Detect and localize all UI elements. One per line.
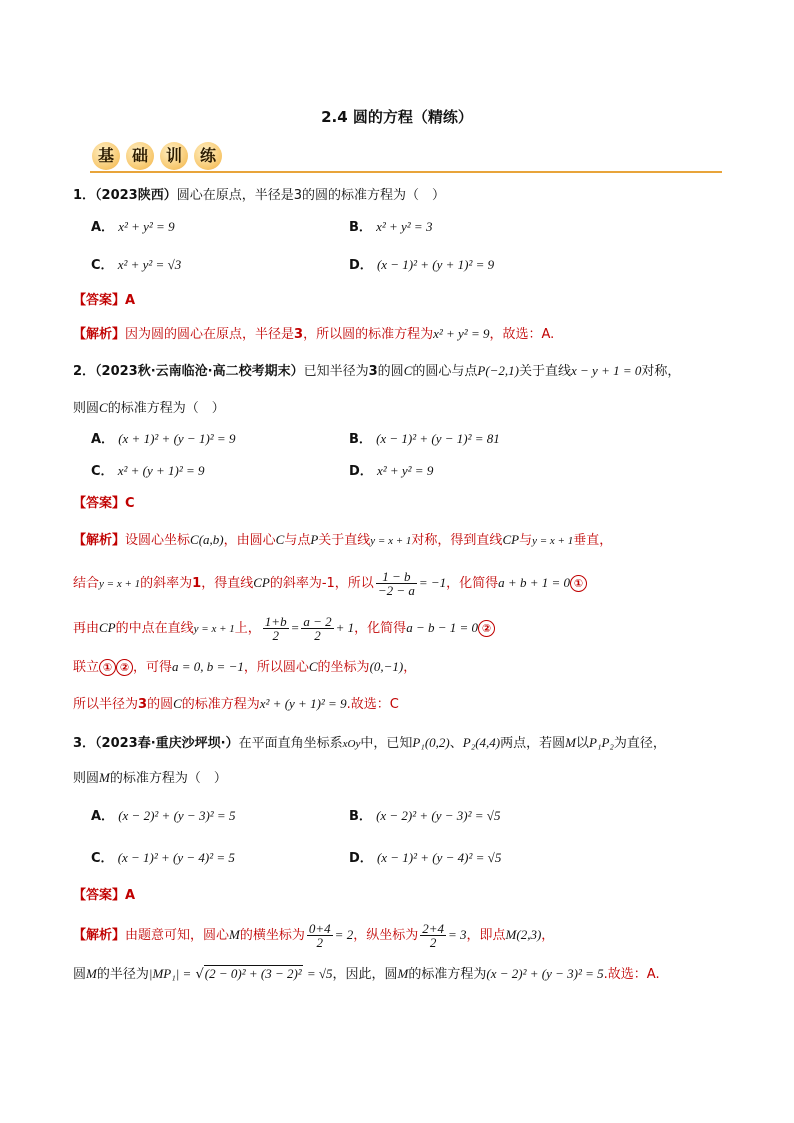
- option-label: A．: [91, 220, 115, 235]
- analysis-text: 的横坐标为: [239, 928, 305, 943]
- analysis-math: = 3: [448, 927, 467, 942]
- analysis-text: 设圆心坐标: [125, 533, 191, 548]
- circled-number: ①: [570, 575, 587, 592]
- question-math: C: [99, 400, 108, 415]
- option-label: C．: [91, 464, 114, 479]
- analysis-math: a − b − 1 = 0: [406, 620, 479, 635]
- question-math: M: [565, 735, 576, 750]
- analysis-text: ，所以圆的标准方程为: [303, 327, 434, 342]
- question-1-stem: [73, 186, 445, 206]
- fraction-denominator: 2: [272, 628, 279, 643]
- analysis-text: 由题意可知，圆心: [125, 928, 230, 943]
- option-math: (x − 1)² + (y − 1)² = 81: [376, 431, 500, 446]
- analysis-math: (x − 2)² + (y − 3)² = 5: [486, 966, 604, 981]
- circled-number: ②: [116, 659, 133, 676]
- analysis-bold: 1: [192, 576, 202, 591]
- analysis-math: =: [290, 620, 300, 635]
- circled-number: ②: [478, 620, 495, 637]
- analysis-math: + 1: [335, 620, 355, 635]
- option-label: C．: [91, 851, 114, 866]
- question-number: 2．: [73, 364, 96, 379]
- analysis-text: 圆: [73, 967, 87, 982]
- answer-tag: 【答案】: [73, 293, 126, 308]
- fraction-numerator: a − 2: [303, 614, 332, 629]
- analysis-text: 的标准方程为: [181, 697, 260, 712]
- analysis-math: x² + (y + 1)² = 9: [259, 696, 347, 711]
- q2-answer: [73, 494, 135, 514]
- q3-analysis-line-1: [73, 922, 554, 949]
- analysis-math: M: [229, 927, 240, 942]
- option-math: (x − 2)² + (y − 3)² = 5: [118, 808, 236, 823]
- analysis-tag: 【解析】: [73, 928, 126, 943]
- q1-analysis: [73, 324, 554, 345]
- analysis-text: 的斜率为: [140, 576, 193, 591]
- question-math: P₁(0,2): [412, 735, 450, 750]
- analysis-text: 因为圆的圆心在原点，半径是: [125, 327, 295, 342]
- analysis-bold: 3: [294, 327, 304, 342]
- option-math: (x − 1)² + (y − 4)² = 5: [117, 850, 235, 865]
- fraction: [376, 570, 417, 597]
- analysis-text: 与: [519, 533, 533, 548]
- fraction-numerator: 2+4: [422, 921, 444, 936]
- q1-option-b: [349, 217, 432, 238]
- analysis-text: 的斜率为-1，所以: [269, 576, 374, 591]
- analysis-text: ，因此，圆: [332, 967, 398, 982]
- analysis-text: 上，: [234, 621, 261, 636]
- analysis-math: C: [308, 659, 318, 674]
- question-text: 的圆: [377, 364, 404, 379]
- question-math: P₂(4,4): [462, 735, 501, 750]
- option-label: C．: [91, 258, 114, 273]
- analysis-text: ，故选：A.: [489, 327, 555, 342]
- q3-option-d: [349, 848, 501, 869]
- q1-option-a: [91, 217, 175, 238]
- analysis-text: 对称，得到直线: [411, 533, 503, 548]
- analysis-math: M(2,3): [505, 927, 542, 942]
- question-2-stem: [73, 361, 680, 382]
- analysis-math: |MP₁| =: [148, 966, 192, 981]
- analysis-math: CP: [253, 575, 270, 590]
- analysis-text: 的标准方程为: [408, 967, 487, 982]
- analysis-text: ，即点: [466, 928, 506, 943]
- fraction: [263, 615, 289, 642]
- q3-analysis-line-2: 圆M的半径为|MP₁| = √(2 − 0)² + (3 − 2)² = √5，因此，圆M的标准方程为(x − 2)² + (y − 3)² = 5.故选：A.: [73, 966, 660, 982]
- q1-option-c: [91, 255, 181, 276]
- fraction: [420, 922, 446, 949]
- analysis-text: 联立: [73, 660, 100, 675]
- q1-option-d: [349, 255, 494, 276]
- section-banner: [82, 141, 722, 173]
- question-text: 为直径，: [613, 736, 666, 751]
- question-bold: 3: [368, 364, 378, 379]
- analysis-tag: 【解析】: [73, 327, 126, 342]
- analysis-text: 再由: [73, 621, 100, 636]
- q2-option-d: [349, 461, 433, 482]
- answer-tag: 【答案】: [73, 496, 126, 511]
- question-source: （2023陕西）: [95, 188, 177, 203]
- analysis-math: = −1: [418, 575, 447, 590]
- fraction-numerator: 0+4: [308, 921, 331, 936]
- question-text: 在平面直角坐标系: [238, 736, 343, 751]
- banner-underline: [90, 171, 722, 173]
- analysis-text: 关于直线: [318, 533, 371, 548]
- question-text: 对称，: [641, 364, 681, 379]
- fraction: [307, 922, 333, 949]
- question-2-stem-line2: [73, 398, 225, 419]
- option-math: x² + y² = √3: [117, 257, 182, 272]
- analysis-math: a + b + 1 = 0: [498, 575, 570, 590]
- analysis-math: M: [86, 966, 97, 981]
- q2-option-a: [91, 429, 235, 450]
- analysis-math: y = x + 1: [370, 535, 412, 547]
- q2-option-b: [349, 429, 500, 450]
- question-source: （2023春·重庆沙坪坝·）: [95, 736, 239, 751]
- banner-char: 训: [160, 142, 188, 170]
- q2-analysis-line-1: [73, 530, 612, 551]
- banner-char: 练: [194, 142, 222, 170]
- q3-option-b: [349, 806, 500, 827]
- answer-value: A: [125, 888, 136, 903]
- analysis-text: 所以半径为: [73, 697, 139, 712]
- option-label: B．: [349, 809, 372, 824]
- analysis-text: 结合: [73, 576, 100, 591]
- question-math: P(−2,1): [477, 363, 519, 378]
- analysis-text: ，得直线: [201, 576, 254, 591]
- question-math: C: [403, 363, 413, 378]
- q2-analysis-line-5: [73, 694, 399, 715]
- analysis-math: y = x + 1: [193, 623, 235, 635]
- analysis-text: ，: [403, 660, 417, 675]
- question-number: 3．: [73, 736, 96, 751]
- banner-char: 础: [126, 142, 154, 170]
- analysis-math: (0,−1): [369, 659, 404, 674]
- question-source: （2023秋·云南临沧·高二校考期末）: [95, 364, 304, 379]
- q2-analysis-line-2: [73, 570, 587, 597]
- analysis-text: ，: [541, 928, 555, 943]
- analysis-text: ，纵坐标为: [353, 928, 419, 943]
- question-text: 以: [575, 736, 589, 751]
- analysis-math: P: [310, 532, 319, 547]
- option-label: B．: [349, 432, 372, 447]
- option-math: x² + y² = 9: [118, 219, 175, 234]
- analysis-bold: 3: [138, 697, 148, 712]
- q2-option-c: [91, 461, 205, 482]
- answer-value: C: [125, 496, 135, 511]
- fraction: [301, 615, 333, 642]
- option-label: D．: [349, 258, 373, 273]
- option-math: (x − 1)² + (y − 4)² = √5: [376, 850, 502, 865]
- analysis-math: CP: [99, 620, 116, 635]
- q3-option-c: [91, 848, 235, 869]
- question-text: 则圆: [73, 401, 100, 416]
- q3-option-a: [91, 806, 235, 827]
- question-text: 的标准方程为（ ）: [107, 401, 225, 416]
- analysis-text: ，可得: [133, 660, 173, 675]
- q2-analysis-line-4: [73, 657, 416, 678]
- option-math: x² + y² = 9: [376, 463, 434, 478]
- analysis-text: 的中点在直线: [115, 621, 194, 636]
- analysis-text: ，化简得: [446, 576, 499, 591]
- option-math: (x − 1)² + (y + 1)² = 9: [376, 257, 495, 272]
- option-label: A．: [91, 432, 115, 447]
- answer-tag: 【答案】: [73, 888, 126, 903]
- option-label: A．: [91, 809, 115, 824]
- question-text: 、: [449, 736, 463, 751]
- page-title: 2.4 圆的方程（精练）: [321, 108, 473, 126]
- analysis-math: a = 0, b = −1: [172, 659, 244, 674]
- analysis-math: C(a,b): [190, 532, 224, 547]
- analysis-text: 的半径为: [96, 967, 149, 982]
- analysis-tag: 【解析】: [73, 533, 126, 548]
- fraction-numerator: 1+b: [264, 614, 287, 629]
- question-math: xOy: [342, 738, 361, 750]
- question-text: 圆心在原点，半径是3的圆的标准方程为（ ）: [176, 188, 446, 203]
- fraction-denominator: 2: [314, 628, 321, 643]
- analysis-math: y = x + 1: [532, 535, 574, 547]
- option-label: D．: [349, 851, 373, 866]
- q3-answer: [73, 886, 135, 906]
- question-text: 已知半径为: [303, 364, 369, 379]
- analysis-math: = √5: [306, 966, 333, 981]
- fraction-numerator: 1 − b: [376, 570, 417, 584]
- fraction-denominator: 2: [429, 935, 437, 950]
- analysis-math: C: [275, 532, 285, 547]
- analysis-text: 与点: [284, 533, 311, 548]
- fraction-denominator: −2 − a: [377, 583, 415, 598]
- analysis-text: 的圆: [147, 697, 174, 712]
- q1-answer: [73, 291, 135, 311]
- question-text: 中，已知: [360, 736, 413, 751]
- analysis-text: 垂直，: [573, 533, 613, 548]
- analysis-math: CP: [502, 532, 520, 547]
- analysis-math: x² + y² = 9: [433, 326, 490, 341]
- answer-value: A: [125, 293, 136, 308]
- question-text: 关于直线: [519, 364, 572, 379]
- analysis-math: y = x + 1: [99, 578, 141, 590]
- question-number: 1．: [73, 188, 96, 203]
- analysis-math: C: [173, 696, 182, 711]
- analysis-text: 的坐标为: [317, 660, 370, 675]
- analysis-text: ，化简得: [354, 621, 407, 636]
- circled-number: ①: [99, 659, 116, 676]
- question-text: 的圆心与点: [412, 364, 478, 379]
- option-label: D．: [349, 464, 373, 479]
- q2-analysis-line-3: [73, 615, 495, 642]
- question-3-stem: [73, 733, 666, 754]
- option-math: x² + (y + 1)² = 9: [117, 463, 205, 478]
- analysis-text: ，由圆心: [223, 533, 276, 548]
- banner-char: 基: [92, 142, 120, 170]
- question-text: 两点，若圆: [500, 736, 566, 751]
- option-math: (x + 1)² + (y − 1)² = 9: [118, 431, 236, 446]
- option-label: B．: [349, 220, 372, 235]
- option-math: (x − 2)² + (y − 3)² = √5: [376, 808, 501, 823]
- question-math: M: [99, 770, 110, 785]
- question-text: 则圆: [73, 771, 100, 786]
- question-3-stem-line2: [73, 768, 227, 789]
- analysis-math: = 2: [334, 927, 354, 942]
- analysis-text: .故选：C: [346, 697, 399, 712]
- fraction-denominator: 2: [316, 935, 324, 950]
- question-math: P₁P₂: [589, 735, 614, 750]
- analysis-math: M: [397, 966, 409, 981]
- option-math: x² + y² = 3: [376, 219, 433, 234]
- sqrt-radicand: (2 − 0)² + (3 − 2)²: [204, 966, 302, 981]
- question-math: x − y + 1 = 0: [571, 363, 642, 378]
- question-text: 的标准方程为（ ）: [109, 771, 227, 786]
- analysis-text: ，所以圆心: [243, 660, 309, 675]
- analysis-text: .故选：A.: [603, 967, 660, 982]
